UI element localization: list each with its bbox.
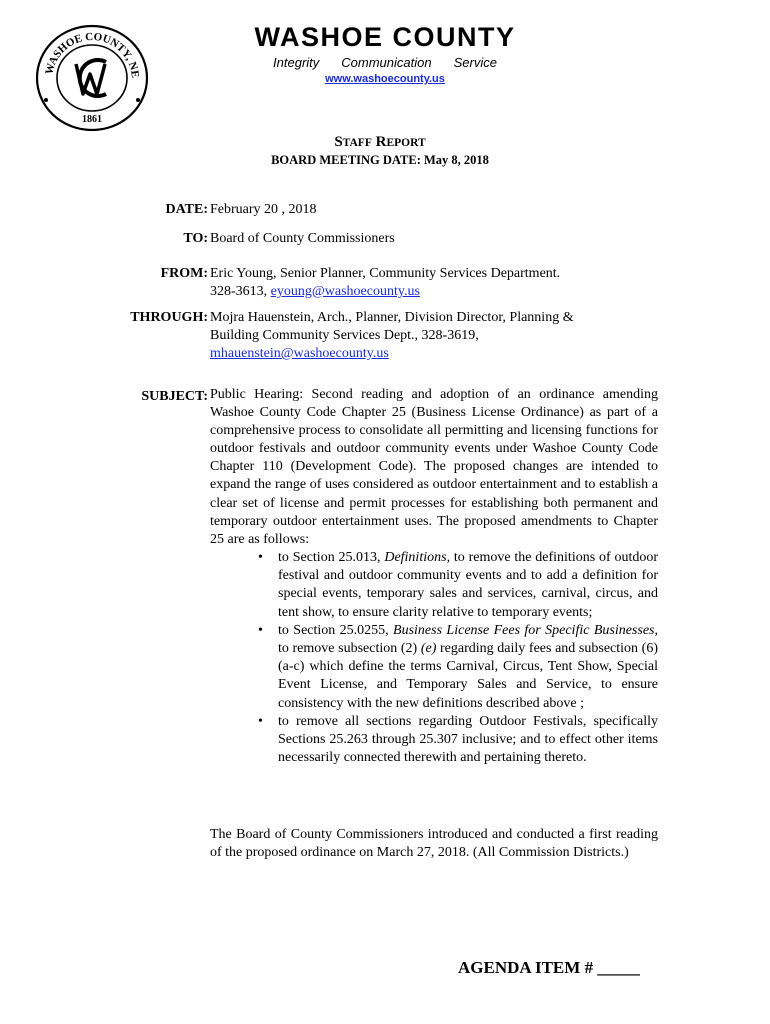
subject-text: Public Hearing: Second reading and adoption of an ordinance amending Washoe County Code Chapter 25 (Business License Ordinance) as part of a comprehensive process to consolidate all permitting and licensing functions for outdoor festivals and outdoor community events under Washoe County Code Chapter 110 (Development Code). The proposed changes are intended to expand the range of uses considered as outdoor entertainment and to establish a clear set of license and permit processes for establishing both permanent and temporary outdoor entertainment uses. The proposed amendments to Chapter 25 are as follows: xyxy=(210,387,658,547)
report-title xyxy=(270,134,490,151)
date-label: DATE: xyxy=(165,202,208,217)
to-label: TO: xyxy=(183,231,208,246)
org-name: WASHOE COUNTY xyxy=(254,22,516,52)
through-label: THROUGH: xyxy=(130,310,208,325)
amendment-italic: (e) xyxy=(420,641,437,657)
list-item xyxy=(258,713,658,768)
meeting-date-line: BOARD MEETING DATE: May 8, 2018 xyxy=(271,153,489,167)
subject-label: SUBJECT: xyxy=(141,389,208,404)
bullet-icon: • xyxy=(258,622,263,638)
to-value: Board of County Commissioners xyxy=(210,231,395,246)
amendment-text: regarding daily fees and subsection (6)(a-c) which define the terms Carnival, Circus, Tent Show, Special Event License, and Temporary Sales and Service, to ensure consistency with the new definitions described above ; xyxy=(278,641,658,711)
motto-integrity: Integrity xyxy=(273,55,320,70)
through-text: Mojra Hauenstein, Arch., Planner, Division Director, Planning & Building Community Services Dept., 328-3619, xyxy=(210,310,574,343)
closing-paragraph: The Board of County Commissioners introduced and conducted a first reading of the proposed ordinance on March 27, 2018. (All Commission Districts.) xyxy=(210,827,658,860)
title-letter-r: R xyxy=(375,134,387,150)
svg-text:WASHOE COUNTY, NEVADA xyxy=(32,22,141,79)
through-email-link[interactable]: mhauenstein@washoecounty.us xyxy=(210,346,389,361)
seal-graphic xyxy=(32,22,152,134)
motto-service: Service xyxy=(453,55,497,70)
amendment-text: , to remove the definitions of outdoor festival and outdoor community events and to add a definition for special events, temporary sales and services, carnival, circus, and tent show, to ensure clarity relative to temporary events; xyxy=(278,550,658,620)
title-letter-s: S xyxy=(334,134,343,150)
list-item xyxy=(258,622,658,713)
motto-line xyxy=(200,54,570,71)
date-value: February 20 , 2018 xyxy=(210,202,317,217)
org-header xyxy=(200,20,570,87)
amendment-text: to remove all sections regarding Outdoor Festivals, specifically Sections 25.263 through 25.307 inclusive; and to effect other items necessarily connected therewith and pertaining thereto. xyxy=(278,713,658,766)
amendment-italic: Definitions xyxy=(384,550,447,565)
from-email-link[interactable]: eyoung@washoecounty.us xyxy=(270,284,420,299)
amendment-italic: Business License Fees for Specific Businesses xyxy=(393,622,655,638)
seal-year: 1861 xyxy=(82,114,102,125)
motto-communication: Communication xyxy=(341,55,432,70)
from-phone: 328-3613, xyxy=(210,284,268,299)
through-value xyxy=(210,309,610,363)
agenda-item-label: AGENDA ITEM # _____ xyxy=(458,958,640,977)
county-seal-icon xyxy=(32,22,152,134)
website-link[interactable]: www.washoecounty.us xyxy=(325,73,445,85)
bullet-icon: • xyxy=(258,713,263,729)
amendment-text: , to remove subsection (2) xyxy=(278,622,658,657)
from-contact xyxy=(210,283,658,301)
title-rest-taff: TAFF xyxy=(342,137,372,149)
title-rest-eport: EPORT xyxy=(386,137,426,149)
amendment-text: to Section 25.013, xyxy=(278,550,385,565)
list-item xyxy=(258,549,658,622)
from-value xyxy=(210,265,658,301)
amendment-list xyxy=(258,549,658,767)
from-label: FROM: xyxy=(160,266,208,281)
bullet-icon: • xyxy=(258,550,263,565)
seal-arc-text: WASHOE COUNTY, NE xyxy=(43,30,142,79)
from-line: Eric Young, Senior Planner, Community Services Department. xyxy=(210,266,561,281)
amendment-text: to Section 25.0255, xyxy=(278,622,394,638)
